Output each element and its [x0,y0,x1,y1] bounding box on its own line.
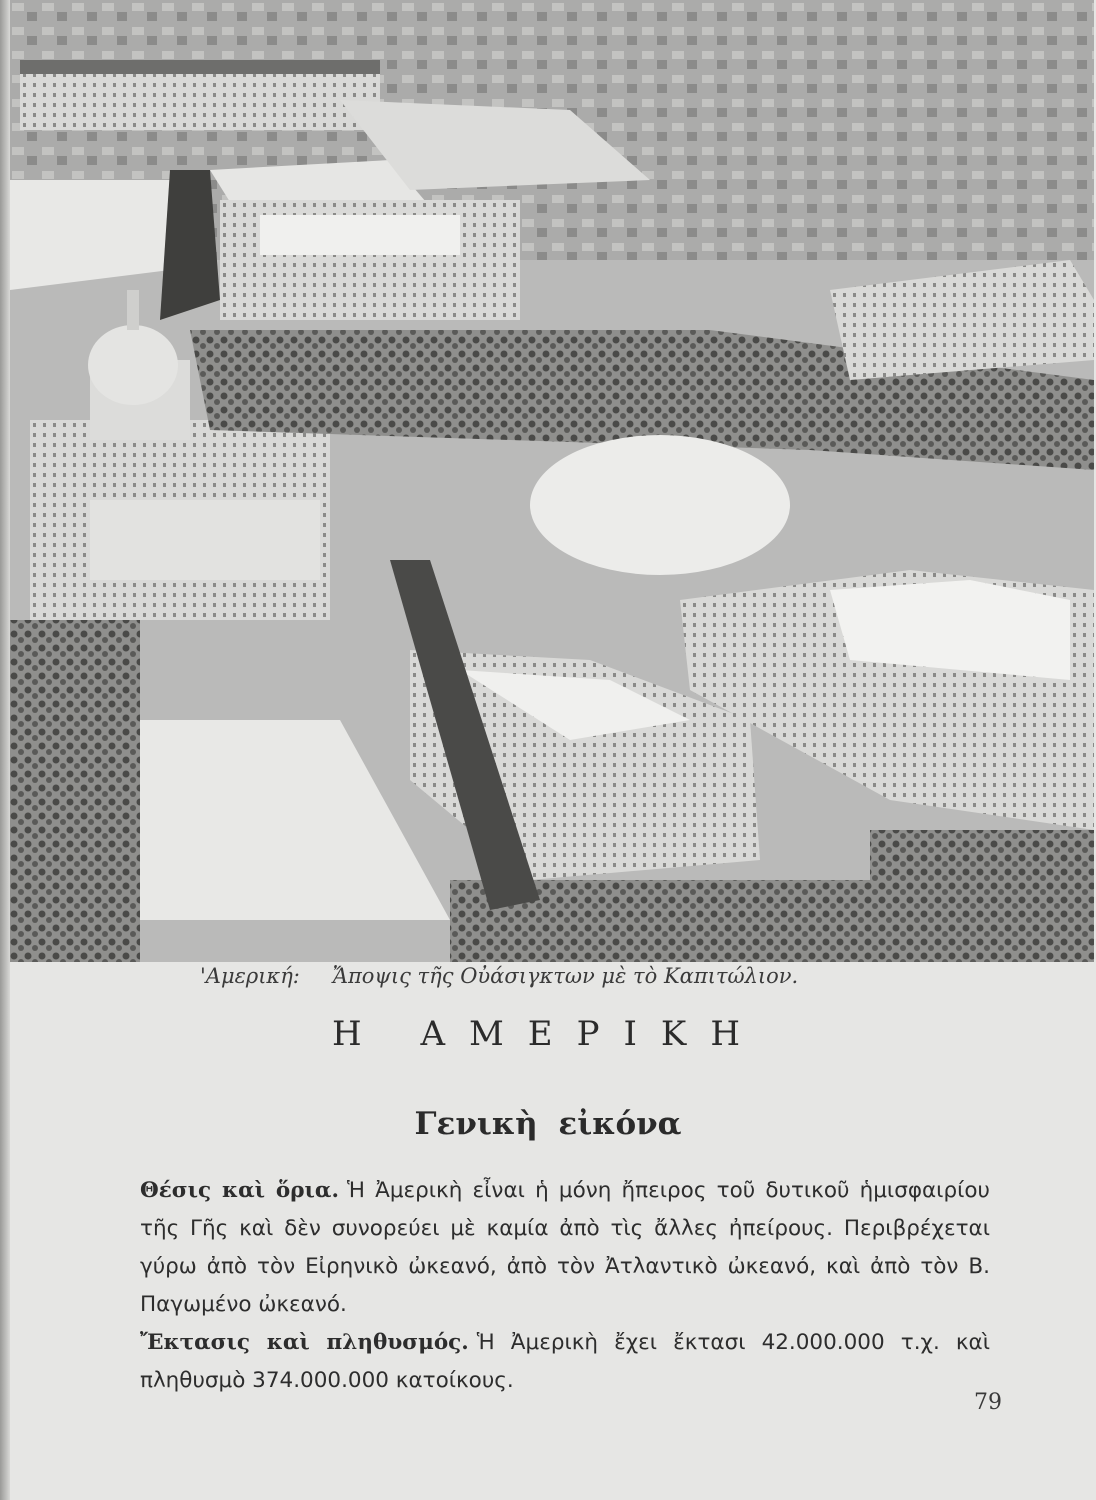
chapter-title: Η ΑΜΕΡΙΚΗ [331,1014,764,1054]
page-edge [0,0,10,1500]
paragraph-lead: Θέσις καὶ ὅρια. [140,1178,339,1203]
paragraph-text: Ἡ Ἀμερικὴ ἔχει ἔκτασι 42.000.000 τ.χ. καὶ πληθυσμὸ 374.000.000 κατοίκους. [140,1330,991,1393]
section-title: Γενικὴ εἰκόνα [414,1106,682,1142]
paragraph [140,1324,990,1400]
paragraph [140,1172,990,1324]
caption-label: 'Αμερική: [200,964,300,988]
paragraph-text: Ἡ Ἀμερικὴ εἶναι ἡ μόνη ἤπειρος τοῦ δυτικοῦ ἡμισφαιρίου τῆς Γῆς καὶ δὲν συνορεύει μὲ καμία ἀπὸ τὶς ἄλλες ἠπείρους. Περιβρέχεται γύρω ἀπὸ τὸν Εἰρηνικὸ ὠκεανό, ἀπὸ τὸν Ἀτλαντικὸ ὠκεανό, καὶ ἀπὸ τὸν Β. Παγωμένο ὠκεανό. [140,1178,990,1317]
body-text [140,1172,990,1400]
caption-text: Ἄποψις τῆς Οὐάσιγκτων μὲ τὸ Καπιτώλιον. [332,964,799,988]
aerial-photo-washington-capitol [10,0,1094,962]
page-number: 79 [974,1390,1002,1415]
photo-caption [200,964,900,994]
paragraph-lead: Ἔκτασις καὶ πληθυσμός. [140,1330,469,1355]
